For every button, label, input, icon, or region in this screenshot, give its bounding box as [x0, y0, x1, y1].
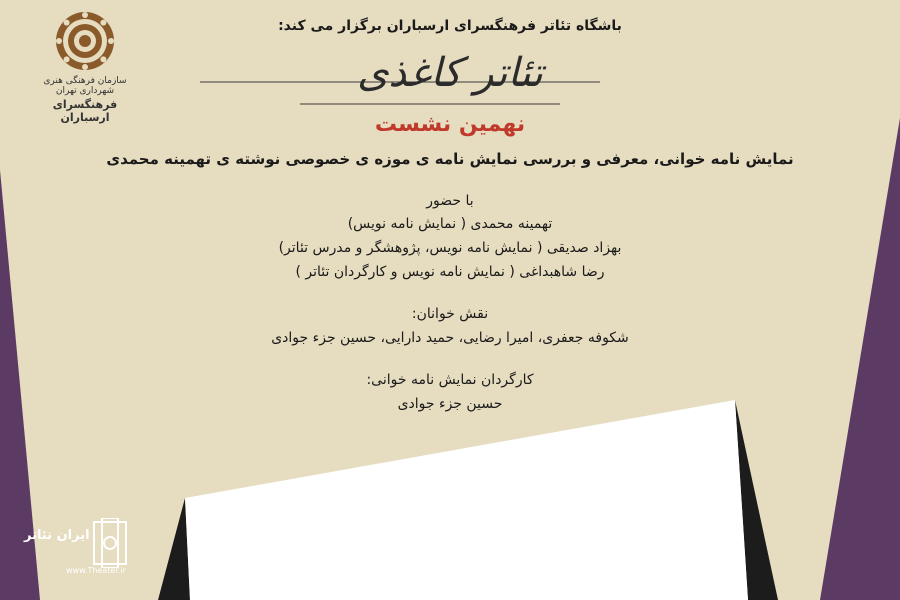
right-purple-beam: [820, 118, 900, 600]
event-description: نمایش نامه خوانی، معرفی و بررسی نمایش نامه ی موزه ی خصوصی نوشته ی تهمینه محمدی: [106, 150, 794, 168]
director-heading: کارگردان نمایش نامه خوانی:: [366, 372, 534, 388]
presenter-line: باشگاه تئاتر فرهنگسرای ارسباران برگزار می کند:: [278, 18, 622, 34]
attendee-3: رضا شاهبداغی ( نمایش نامه نویس و کارگردان تئاتر ): [295, 264, 605, 280]
attendees-heading: با حضور: [426, 193, 474, 209]
iran-theater-emblem-icon: [92, 518, 128, 568]
event-title: تئاتر کاغذی: [357, 50, 543, 96]
logo-organization-text: سازمان فرهنگی هنری شهرداری تهران: [43, 76, 127, 96]
director-name: حسین جزء جوادی: [397, 396, 503, 412]
watermark-url: www.Theater.ir: [66, 566, 126, 575]
readers-heading: نقش خوانان:: [411, 306, 489, 322]
watermark-name: ایران تئاتر: [24, 528, 90, 543]
logo-venue-name: فرهنگسرای ارسباران: [52, 98, 118, 124]
paper-shadow-left: [158, 498, 190, 600]
readers-names: شکوفه جعفری، امیرا رضایی، حمید دارایی، حسین جزء جوادی: [271, 330, 629, 346]
session-number: نهمین نشست: [374, 112, 526, 137]
white-paper-sheet: [185, 400, 748, 600]
iran-theater-watermark: [18, 512, 138, 584]
attendee-2: بهزاد صدیقی ( نمایش نامه نویس، پژوهشگر و مدرس تئاتر): [278, 240, 622, 256]
attendee-1: تهمینه محمدی ( نمایش نامه نویس): [347, 216, 553, 232]
